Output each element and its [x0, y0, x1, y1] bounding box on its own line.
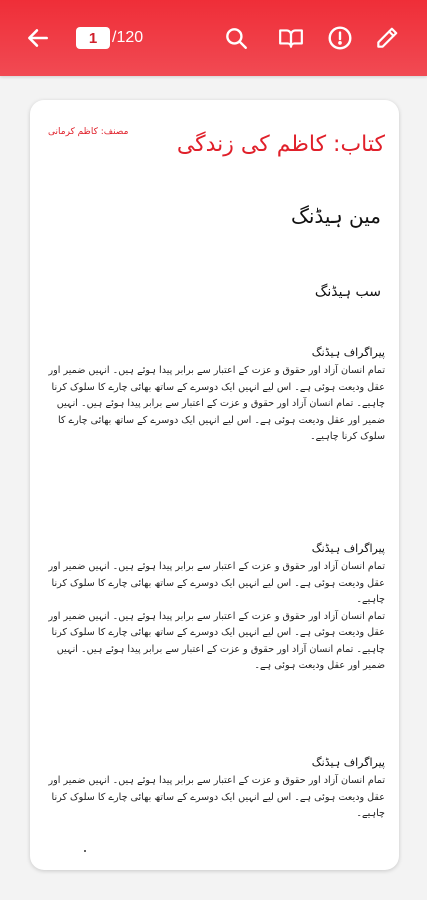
- book-page[interactable]: [30, 100, 399, 870]
- total-pages-label: /120: [112, 29, 144, 46]
- paragraph-block: [44, 542, 385, 675]
- book-title: کتاب: کاظم کی زندگی: [176, 132, 385, 157]
- main-heading: مین ہیڈنگ: [290, 204, 381, 228]
- paragraph-heading: پیراگراف ہیڈنگ: [311, 756, 385, 769]
- sub-heading: سب ہیڈنگ: [314, 284, 381, 300]
- alert-circle-icon[interactable]: [326, 24, 354, 52]
- paragraph-block: [44, 346, 385, 446]
- top-app-bar: [0, 0, 427, 76]
- page-counter: [76, 26, 143, 50]
- paragraph-text: تمام انسان آزاد اور حقوق و عزت کے اعتبار سے برابر پیدا ہوئے ہیں۔ انہیں ضمیر اور عقل ودیعت ہوئی ہے۔ اس لیے انہیں ایک دوسرے کے ساتھ بھائی چارے کا سلوک کرنا چاہیے۔: [48, 775, 385, 819]
- paragraph-heading: پیراگراف ہیڈنگ: [311, 346, 385, 359]
- arrow-left-icon[interactable]: [24, 24, 52, 52]
- paragraph-text: تمام انسان آزاد اور حقوق و عزت کے اعتبار سے برابر پیدا ہوئے ہیں۔ انہیں ضمیر اور عقل ودیعت ہوئی ہے۔ اس لیے انہیں ایک دوسرے کے ساتھ بھائی چارے کا سلوک کرنا چاہیے۔: [48, 561, 385, 605]
- paragraph-block: [44, 756, 385, 823]
- page-mark: [84, 850, 86, 852]
- paragraph-text: تمام انسان آزاد اور حقوق و عزت کے اعتبار سے برابر پیدا ہوئے ہیں۔ انہیں ضمیر اور عقل ودیعت ہوئی ہے۔ اس لیے انہیں ایک دوسرے کے ساتھ بھائی چارے کا سلوک کرنا چاہیے۔ تمام انسان آزاد اور حقوق و عزت کے اعتبار سے برابر پیدا ہوئے ہیں۔ انہیں ضمیر اور عقل ودیعت ہوئی ہے۔: [48, 610, 385, 671]
- pencil-icon[interactable]: [373, 24, 401, 52]
- search-icon[interactable]: [222, 24, 250, 52]
- paragraph-heading: پیراگراف ہیڈنگ: [311, 542, 385, 555]
- current-page-input[interactable]: 1: [76, 27, 110, 49]
- open-book-icon[interactable]: [277, 24, 305, 52]
- paragraph-text: تمام انسان آزاد اور حقوق و عزت کے اعتبار سے برابر پیدا ہوئے ہیں۔ انہیں ضمیر اور عقل ودیعت ہوئی ہے۔ اس لیے انہیں ایک دوسرے کے ساتھ بھائی چارے کا سلوک کرنا چاہیے۔ تمام انسان آزاد اور حقوق و عزت کے اعتبار سے برابر پیدا ہوئے ہیں۔ انہیں ضمیر اور عقل ودیعت ہوئی ہے۔ اس لیے انہیں ایک دوسرے کے ساتھ بھائی چارے کا سلوک کرنا چاہیے۔: [48, 365, 385, 442]
- author-label: مصنف: کاظم کرمانی: [48, 127, 129, 137]
